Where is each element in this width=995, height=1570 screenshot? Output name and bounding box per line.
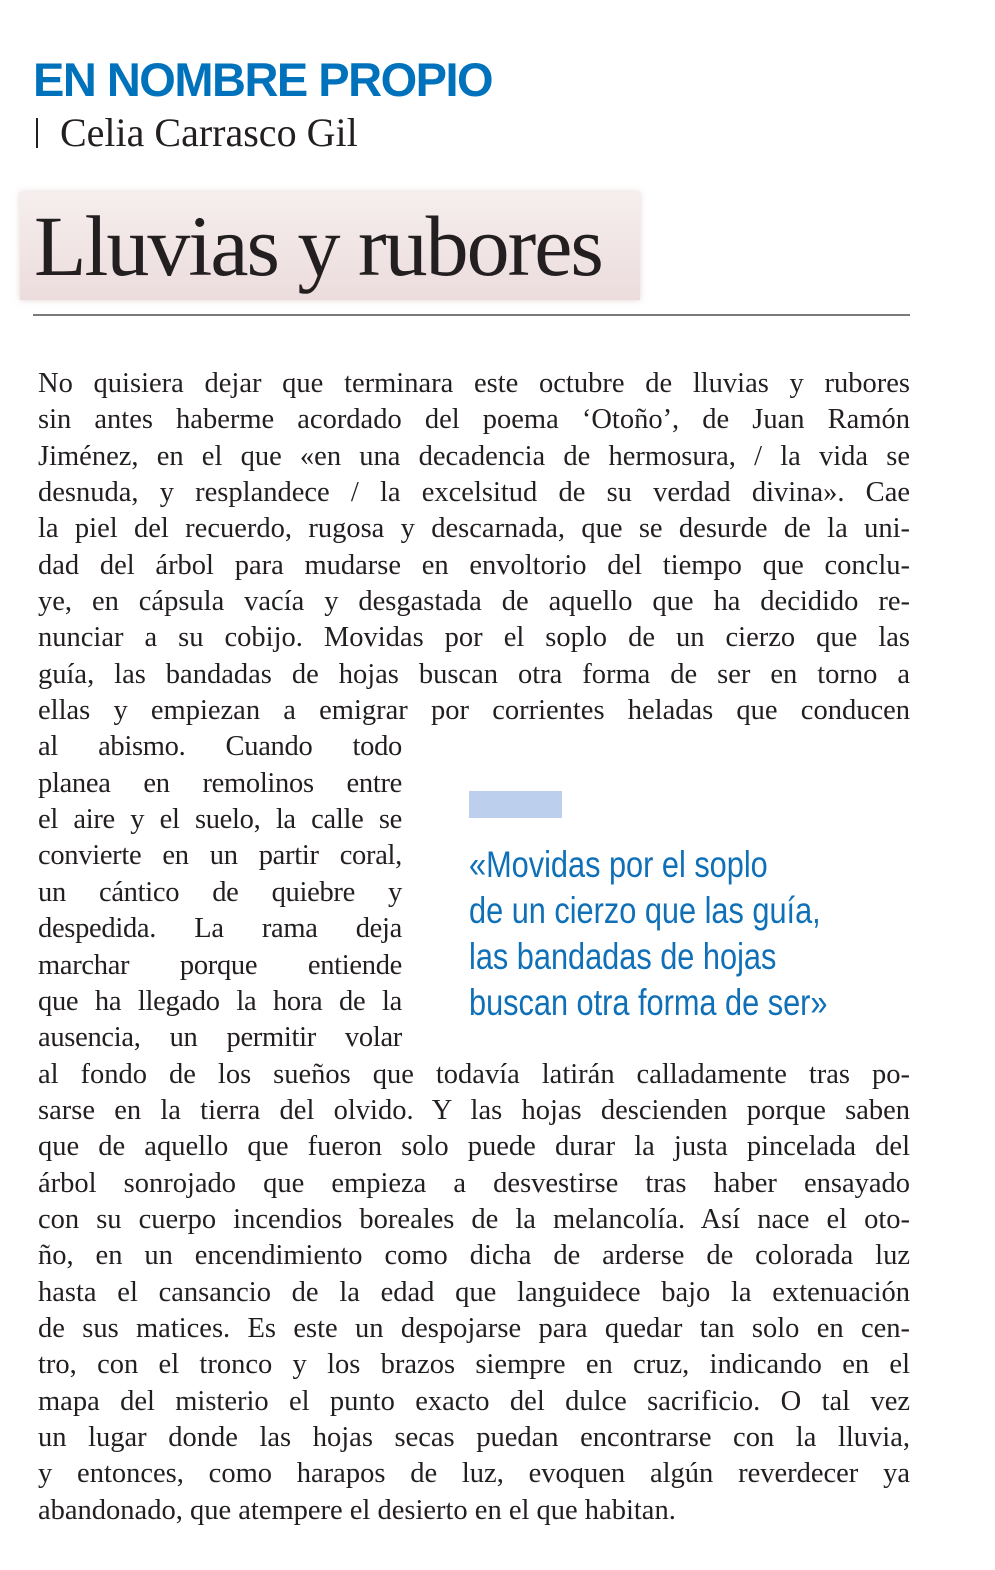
pull-quote-line: «Movidas por el soplo xyxy=(469,844,768,885)
body-line: convierte en un partir coral, xyxy=(38,840,402,872)
body-line: abandonado, que atempere el desierto en el que habitan. xyxy=(38,1494,676,1526)
body-line: tro, con el tronco y los brazos siempre en cruz, indicando en el xyxy=(38,1349,910,1381)
body-line: al abismo. Cuando todo xyxy=(38,731,402,763)
body-line: ausencia, un permitir volar xyxy=(38,1022,402,1054)
byline-divider xyxy=(36,118,38,148)
body-line: Jiménez, en el que «en una decadencia de hermosura, / la vida se xyxy=(38,440,910,472)
pull-quote-line: buscan otra forma de ser» xyxy=(469,982,828,1023)
pull-quote-accent-bar xyxy=(469,791,562,818)
body-line: planea en remolinos entre xyxy=(38,767,402,799)
body-line: mapa del misterio el punto exacto del dulce sacrificio. O tal vez xyxy=(38,1385,910,1417)
body-line: desnuda, y resplandece / la excelsitud de su verdad divina». Cae xyxy=(38,477,910,509)
body-line: con su cuerpo incendios boreales de la melancolía. Así nace el oto- xyxy=(38,1203,910,1235)
body-line: hasta el cansancio de la edad que languidece bajo la extenuación xyxy=(38,1276,910,1308)
headline: Lluvias y rubores xyxy=(34,198,602,294)
body-line: de sus matices. Es este un despojarse para quedar tan solo en cen- xyxy=(38,1312,910,1344)
body-line: marchar porque entiende xyxy=(38,949,402,981)
body-line: y entonces, como harapos de luz, evoquen algún reverdecer ya xyxy=(38,1458,910,1490)
headline-box xyxy=(20,192,640,300)
body-line: sin antes haberme acordado del poema ‘Otoño’, de Juan Ramón xyxy=(38,404,910,436)
author-name: Celia Carrasco Gil xyxy=(60,110,358,155)
body-line: No quisiera dejar que terminara este octubre de lluvias y rubores xyxy=(38,368,910,399)
pull-quote-line: las bandadas de hojas xyxy=(469,936,777,977)
pull-quote xyxy=(469,842,827,1026)
body-line: al fondo de los sueños que todavía latirán calladamente tras po- xyxy=(38,1058,910,1090)
body-line: ño, en un encendimiento como dicha de arderse de colorada luz xyxy=(38,1240,910,1272)
body-line: sarse en la tierra del olvido. Y las hojas descienden porque saben xyxy=(38,1094,910,1126)
pull-quote-line: de un cierzo que las guía, xyxy=(469,890,821,931)
body-line: ellas y empiezan a emigrar por corrientes heladas que conducen xyxy=(38,695,910,727)
section-label: EN NOMBRE PROPIO xyxy=(33,53,493,106)
body-line: dad del árbol para mudarse en envoltorio del tiempo que conclu- xyxy=(38,549,910,581)
body-line: un cántico de quiebre y xyxy=(38,876,402,908)
headline-divider xyxy=(33,314,910,316)
body-line: ye, en cápsula vacía y desgastada de aquello que ha decidido re- xyxy=(38,586,910,618)
body-line: árbol sonrojado que empieza a desvestirse tras haber ensayado xyxy=(38,1167,910,1199)
body-line: nunciar a su cobijo. Movidas por el soplo de un cierzo que las xyxy=(38,622,910,654)
body-line: el aire y el suelo, la calle se xyxy=(38,804,402,836)
body-line: que de aquello que fueron solo puede durar la justa pincelada del xyxy=(38,1131,910,1163)
body-line: la piel del recuerdo, rugosa y descarnada, que se desurde de la uni- xyxy=(38,513,910,545)
body-line: guía, las bandadas de hojas buscan otra forma de ser en torno a xyxy=(38,658,910,690)
byline xyxy=(36,108,358,158)
body-line: un lugar donde las hojas secas puedan encontrarse con la lluvia, xyxy=(38,1421,910,1453)
body-line: que ha llegado la hora de la xyxy=(38,985,402,1017)
body-line: despedida. La rama deja xyxy=(38,913,402,945)
